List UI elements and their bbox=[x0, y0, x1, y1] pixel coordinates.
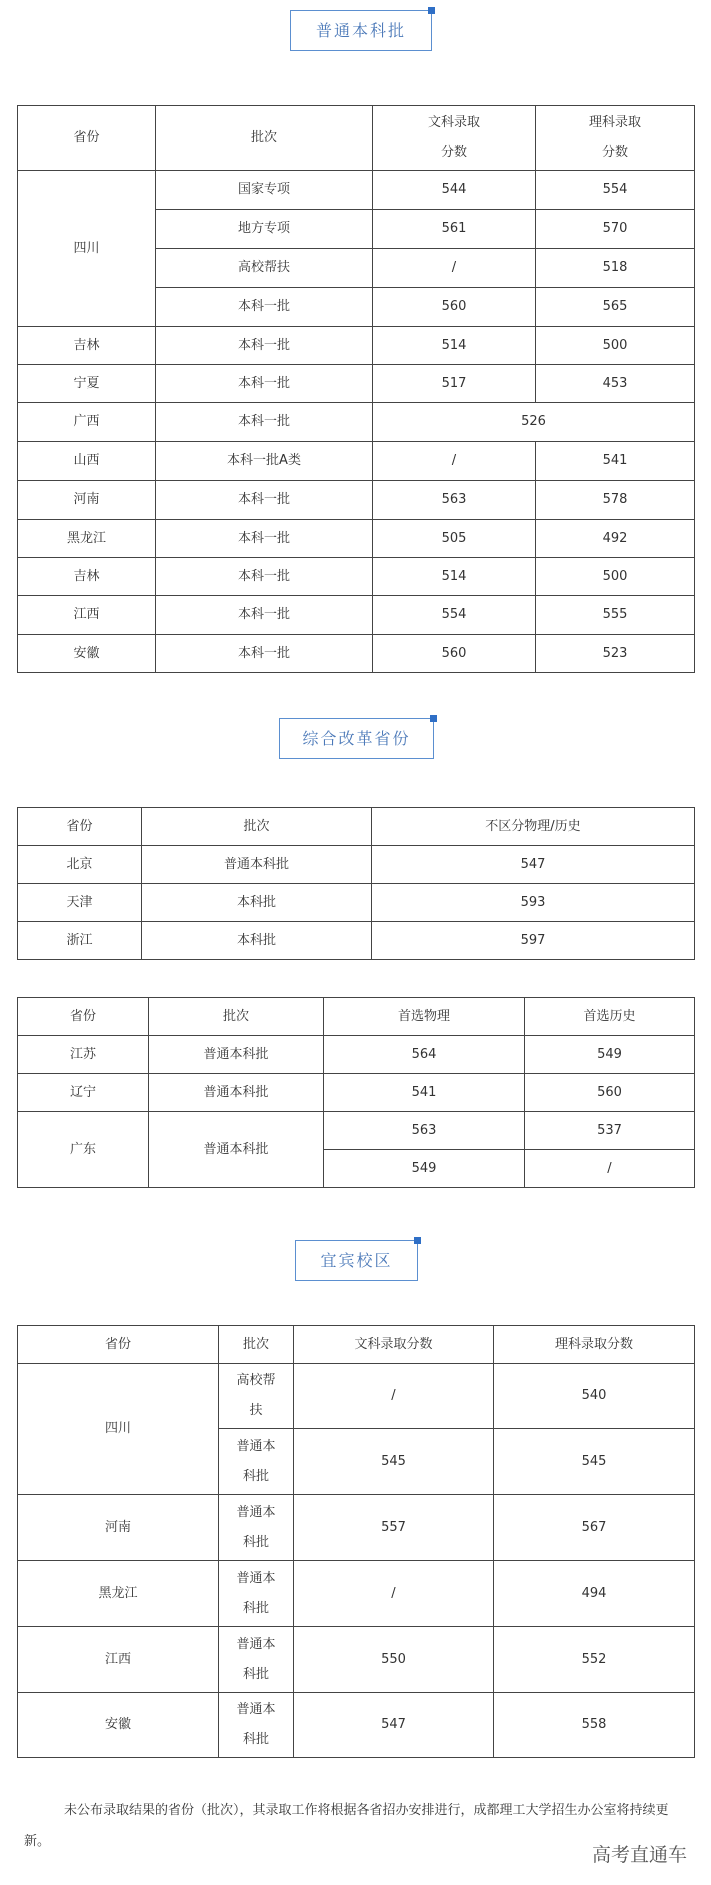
arts-score-cell: 514 bbox=[373, 558, 536, 596]
arts-score-cell: 560 bbox=[373, 635, 536, 673]
science-score-cell: 500 bbox=[536, 327, 695, 365]
table-row bbox=[18, 596, 695, 635]
batch-cell: 普通本科批 bbox=[149, 1074, 324, 1112]
table-row bbox=[18, 1627, 695, 1693]
undergraduate-score-table bbox=[17, 105, 695, 673]
table-row bbox=[18, 403, 695, 442]
header-undivided-score: 不区分物理/历史 bbox=[372, 808, 695, 846]
batch-cell: 本科一批 bbox=[156, 596, 373, 635]
province-cell: 北京 bbox=[18, 846, 142, 884]
section-title-yibin-campus bbox=[295, 1240, 418, 1281]
arts-score-cell: 514 bbox=[373, 327, 536, 365]
physics-score-cell: 541 bbox=[324, 1074, 525, 1112]
table-row bbox=[18, 327, 695, 365]
province-cell: 广西 bbox=[18, 403, 156, 442]
corner-marker-icon bbox=[430, 715, 437, 722]
province-cell: 江西 bbox=[18, 1627, 219, 1693]
science-score-cell: 545 bbox=[494, 1429, 695, 1495]
header-province: 省份 bbox=[18, 1326, 219, 1364]
table-header-row bbox=[18, 1326, 695, 1364]
province-cell: 安徽 bbox=[18, 635, 156, 673]
batch-cell: 本科批 bbox=[142, 922, 372, 960]
batch-cell: 普通本 科批 bbox=[219, 1561, 294, 1627]
score-cell: 593 bbox=[372, 884, 695, 922]
score-cell: 547 bbox=[372, 846, 695, 884]
section-title-text: 宜宾校区 bbox=[320, 1251, 393, 1270]
province-cell: 浙江 bbox=[18, 922, 142, 960]
batch-cell: 本科一批 bbox=[156, 635, 373, 673]
science-score-cell: 558 bbox=[494, 1693, 695, 1758]
science-score-cell: 500 bbox=[536, 558, 695, 596]
table-header-row bbox=[18, 106, 695, 171]
table-row bbox=[18, 520, 695, 558]
table-header-row bbox=[18, 808, 695, 846]
header-batch: 批次 bbox=[149, 998, 324, 1036]
arts-score-cell: 547 bbox=[294, 1693, 494, 1758]
province-cell: 江苏 bbox=[18, 1036, 149, 1074]
province-cell: 河南 bbox=[18, 1495, 219, 1561]
arts-score-cell: 545 bbox=[294, 1429, 494, 1495]
section-title-text: 综合改革省份 bbox=[302, 729, 411, 748]
table-row bbox=[18, 846, 695, 884]
table-row bbox=[18, 442, 695, 481]
corner-marker-icon bbox=[414, 1237, 421, 1244]
arts-score-cell: 557 bbox=[294, 1495, 494, 1561]
header-batch: 批次 bbox=[219, 1326, 294, 1364]
table-row bbox=[18, 558, 695, 596]
history-score-cell: 560 bbox=[525, 1074, 695, 1112]
physics-score-cell: 564 bbox=[324, 1036, 525, 1074]
province-cell: 山西 bbox=[18, 442, 156, 481]
history-score-cell: 537 bbox=[525, 1112, 695, 1150]
province-cell: 河南 bbox=[18, 481, 156, 520]
arts-score-cell: / bbox=[373, 249, 536, 288]
arts-score-cell: 544 bbox=[373, 171, 536, 210]
science-score-cell: 518 bbox=[536, 249, 695, 288]
batch-cell: 本科批 bbox=[142, 884, 372, 922]
batch-cell: 本科一批A类 bbox=[156, 442, 373, 481]
table-row bbox=[18, 1495, 695, 1561]
science-score-cell: 565 bbox=[536, 288, 695, 327]
batch-cell: 高校帮 扶 bbox=[219, 1364, 294, 1429]
arts-score-cell: 561 bbox=[373, 210, 536, 249]
batch-cell: 本科一批 bbox=[156, 288, 373, 327]
header-province: 省份 bbox=[18, 808, 142, 846]
science-score-cell: 494 bbox=[494, 1561, 695, 1627]
header-science-score: 理科录取 分数 bbox=[536, 106, 695, 171]
arts-score-cell: 550 bbox=[294, 1627, 494, 1693]
science-score-cell: 453 bbox=[536, 365, 695, 403]
batch-cell: 本科一批 bbox=[156, 481, 373, 520]
header-batch: 批次 bbox=[142, 808, 372, 846]
header-science-score: 理科录取分数 bbox=[494, 1326, 695, 1364]
science-score-cell: 567 bbox=[494, 1495, 695, 1561]
province-cell: 四川 bbox=[18, 1364, 219, 1495]
batch-cell: 地方专项 bbox=[156, 210, 373, 249]
batch-cell: 普通本 科批 bbox=[219, 1495, 294, 1561]
watermark-text: 高考直通车 bbox=[591, 1844, 687, 1866]
arts-score-cell: 517 bbox=[373, 365, 536, 403]
province-cell: 吉林 bbox=[18, 558, 156, 596]
header-province: 省份 bbox=[18, 106, 156, 171]
reform-undivided-table bbox=[17, 807, 695, 960]
header-arts-score: 文科录取分数 bbox=[294, 1326, 494, 1364]
history-score-cell: / bbox=[525, 1150, 695, 1188]
arts-score-cell: / bbox=[294, 1561, 494, 1627]
table-header-row bbox=[18, 998, 695, 1036]
province-cell: 四川 bbox=[18, 171, 156, 327]
table-row bbox=[18, 171, 695, 210]
physics-score-cell: 549 bbox=[324, 1150, 525, 1188]
batch-cell: 普通本 科批 bbox=[219, 1627, 294, 1693]
header-arts-score: 文科录取 分数 bbox=[373, 106, 536, 171]
batch-cell: 普通本科批 bbox=[149, 1112, 324, 1188]
batch-cell: 普通本 科批 bbox=[219, 1429, 294, 1495]
header-batch: 批次 bbox=[156, 106, 373, 171]
reform-subject-choice-table bbox=[17, 997, 695, 1188]
science-score-cell: 554 bbox=[536, 171, 695, 210]
header-physics-first: 首选物理 bbox=[324, 998, 525, 1036]
arts-score-cell: 560 bbox=[373, 288, 536, 327]
arts-score-cell: 563 bbox=[373, 481, 536, 520]
table-row bbox=[18, 635, 695, 673]
science-score-cell: 570 bbox=[536, 210, 695, 249]
corner-marker-icon bbox=[428, 7, 435, 14]
province-cell: 黑龙江 bbox=[18, 1561, 219, 1627]
batch-cell: 本科一批 bbox=[156, 558, 373, 596]
arts-score-cell: / bbox=[294, 1364, 494, 1429]
table-row bbox=[18, 1036, 695, 1074]
batch-cell: 本科一批 bbox=[156, 403, 373, 442]
table-row bbox=[18, 1112, 695, 1150]
table-row bbox=[18, 884, 695, 922]
physics-score-cell: 563 bbox=[324, 1112, 525, 1150]
arts-score-cell: 554 bbox=[373, 596, 536, 635]
section-title-reform-provinces bbox=[279, 718, 434, 759]
province-cell: 广东 bbox=[18, 1112, 149, 1188]
batch-cell: 本科一批 bbox=[156, 520, 373, 558]
history-score-cell: 549 bbox=[525, 1036, 695, 1074]
table-row bbox=[18, 1074, 695, 1112]
batch-cell: 国家专项 bbox=[156, 171, 373, 210]
batch-cell: 普通本 科批 bbox=[219, 1693, 294, 1758]
science-score-cell: 523 bbox=[536, 635, 695, 673]
batch-cell: 普通本科批 bbox=[142, 846, 372, 884]
score-cell: 597 bbox=[372, 922, 695, 960]
science-score-cell: 492 bbox=[536, 520, 695, 558]
table-row bbox=[18, 1561, 695, 1627]
table-row bbox=[18, 1693, 695, 1758]
arts-score-cell: 505 bbox=[373, 520, 536, 558]
batch-cell: 本科一批 bbox=[156, 327, 373, 365]
science-score-cell: 540 bbox=[494, 1364, 695, 1429]
header-history-first: 首选历史 bbox=[525, 998, 695, 1036]
province-cell: 辽宁 bbox=[18, 1074, 149, 1112]
table-row bbox=[18, 922, 695, 960]
province-cell: 天津 bbox=[18, 884, 142, 922]
science-score-cell: 541 bbox=[536, 442, 695, 481]
province-cell: 宁夏 bbox=[18, 365, 156, 403]
province-cell: 江西 bbox=[18, 596, 156, 635]
section-title-text: 普通本科批 bbox=[315, 21, 406, 40]
science-score-cell: 578 bbox=[536, 481, 695, 520]
province-cell: 黑龙江 bbox=[18, 520, 156, 558]
batch-cell: 高校帮扶 bbox=[156, 249, 373, 288]
table-row bbox=[18, 1364, 695, 1429]
arts-score-cell: / bbox=[373, 442, 536, 481]
table-row bbox=[18, 365, 695, 403]
combined-score-cell: 526 bbox=[373, 403, 695, 442]
province-cell: 安徽 bbox=[18, 1693, 219, 1758]
yibin-campus-score-table bbox=[17, 1325, 695, 1758]
header-province: 省份 bbox=[18, 998, 149, 1036]
science-score-cell: 552 bbox=[494, 1627, 695, 1693]
table-row bbox=[18, 481, 695, 520]
batch-cell: 本科一批 bbox=[156, 365, 373, 403]
science-score-cell: 555 bbox=[536, 596, 695, 635]
province-cell: 吉林 bbox=[18, 327, 156, 365]
section-title-undergraduate bbox=[290, 10, 432, 51]
batch-cell: 普通本科批 bbox=[149, 1036, 324, 1074]
footer-note: 未公布录取结果的省份（批次），其录取工作将根据各省招办安排进行，成都理工大学招生办公室将持续更新。 bbox=[24, 1803, 669, 1849]
